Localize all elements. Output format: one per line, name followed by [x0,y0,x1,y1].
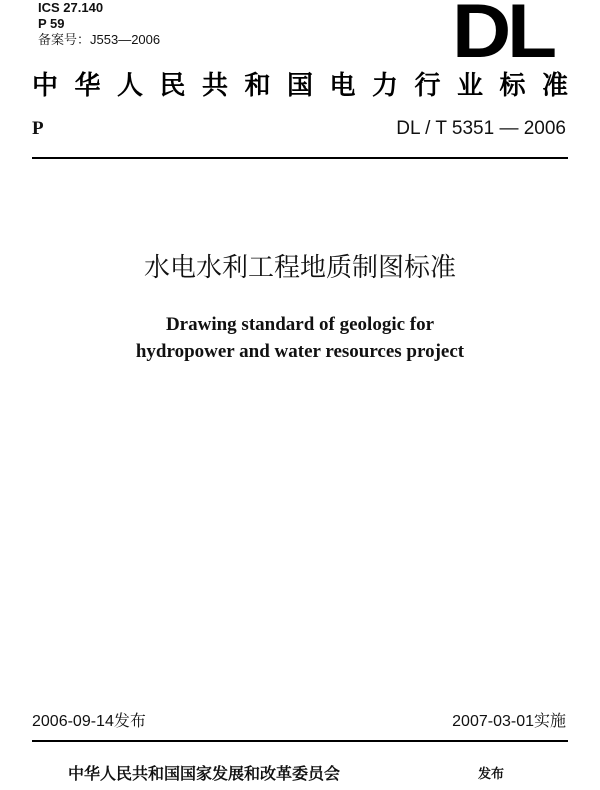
title-chinese: 水电水利工程地质制图标准 [143,253,456,283]
issue-date: 2006-09-14发布 [32,713,146,730]
classification-code: P 59 [38,16,65,31]
dl-logo: DL [452,0,553,74]
industry-standard-heading: 中华人民共和国电力行业标准 [32,71,568,101]
publisher-action: 发布 [478,767,505,782]
filing-number: 备案号：J553—2006 [38,32,161,47]
standard-category: P [32,118,44,139]
title-english-line-2: hydropower and water resources project [135,341,465,362]
footer-divider [32,740,568,742]
title-english-line-1: Drawing standard of geologic for [165,314,435,335]
publisher-name: 中华人民共和国国家发展和改革委员会 [68,764,341,783]
effective-date: 2007-03-01实施 [452,713,566,730]
standard-number: DL / T 5351 — 2006 [396,118,566,139]
header-divider [32,157,568,159]
ics-code: ICS 27.140 [38,0,104,15]
